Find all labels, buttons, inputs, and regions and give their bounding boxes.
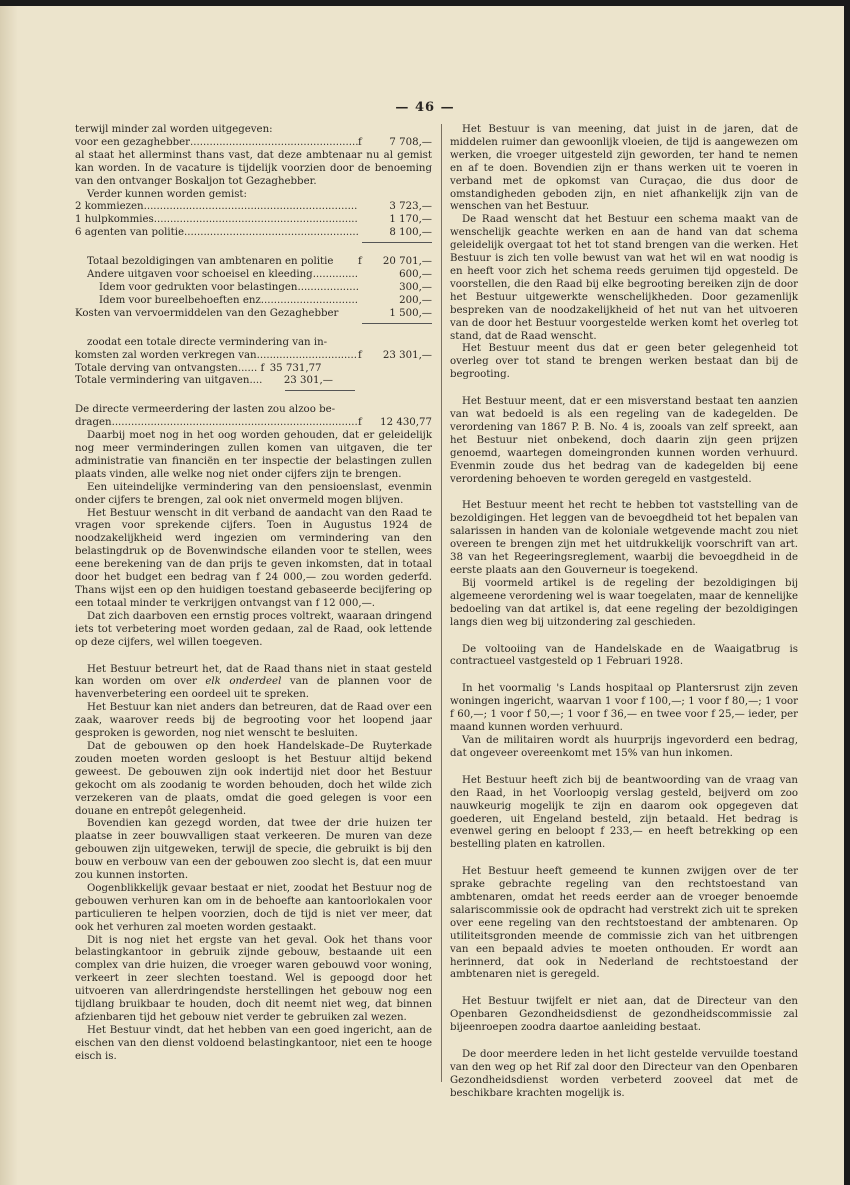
currency: f [358,256,362,268]
paragraph-militairen: Van de militairen wordt als huurprijs ingevorderd een bedrag, dat ongeveer overeenkomt met 15% van hun inkomen. [450,734,798,759]
paragraph-kan: Het Bestuur kan niet anders dan betreuren, dat de Raad over een zaak, waarover reeds bij de begrooting voor het loopend jaar gesproken is geworden, nog niet wenscht te besluiten. [75,702,432,740]
budget-row [75,227,432,240]
paragraph-verder: Verder kunnen worden gemist: [87,188,247,200]
paragraph-zwijgen: Het Bestuur heeft gemeend te kunnen zwijgen over de ter sprake gebrachte regeling van den rechtstoestand van ambtenaren, omdat het reeds eerder aan de vroeger benoemde salariscommissie ook de opdracht had verstrekt zich uit te spreken over eene regeling van den rechtstoestand der ambtenaren. Op utiliteitsgronden meende de commissie zich van het uitbrengen van een bepaald advies te moeten onthouden. Er wordt aan herinnerd, dat ook in Nederland de rechtstoestand der ambtenaren niet is geregeld. [450,866,798,981]
row-label: Andere uitgaven voor schoeisel en kleeding [87,269,313,281]
paragraph-twijfelt: Het Bestuur twijfelt er niet aan, dat de Directeur van den Openbaren Gezondheidsdienst de gezondheidscommissie zal bijeenroepen zoodra daartoe aanleiding bestaat. [450,996,798,1034]
budget-row-bureau [75,295,432,308]
paragraph-gemist: al staat het allerminst thans vast, dat deze ambtenaar nu al gemist kan worden. In de vacature is tijdelijk voorzien door de benoeming van den ontvanger Boskaljon tot Gezaghebber. [75,149,432,187]
row-label: Totale derving van ontvangsten...... [75,362,258,374]
row-value: 12 430,77 [380,417,432,429]
row-label: Idem voor bureelbehoeften enz [99,294,261,306]
paragraph-bestuur: Het Bestuur wenscht in dit verband de aandacht van den Raad te vragen voor sprekende cijfers. Toen in Augustus 1924 de noodzakelijkheid werd ingezien om vermindering van den belastingdruk op de Bovenwindsche eilanden voor te stellen, wees eene berekening van de dan prijs te geven inkomsten, dat in totaal door het budget een bedrag van f 24 000,— zou worden gederfd. Thans wijst een op den huidigen toestand gebaseerde becijfering op een totaal minder te verkrijgen ontvangst van f 12 000,—. [75,507,432,609]
row-label: Totaal bezoldigingen van ambtenaren en politie [87,256,334,268]
sum-rule [362,242,432,243]
budget-row [75,201,432,214]
paragraph-gebouwen: Dat de gebouwen op den hoek Handelskade–De Ruyterkade zouden moeten worden gesloopt is het Bestuur altijd bekend geweest. De gebouwen zijn ook indertijd niet door het Bestuur gekocht om als zoodanig te worden behouden, doch het wilde zich verzekeren van de plaats, omdat die goed gelegen is voor een douane en entrepôt gelegenheid. [75,740,432,817]
row-value: 1 500,— [389,307,432,319]
paragraph-artikel: Bij voormeld artikel is de regeling der bezoldigingen bij algemeene verordening wel is waar toegelaten, maar de kennelijke bedoeling van dat artikel is, dat eene regeling der bezoldigingen langs dien weg bij uitzondering zal geschieden. [450,577,798,628]
budget-row-gezaghebber [75,137,432,150]
row-value: 8 100,— [389,227,432,239]
paragraph-misverstand: Het Bestuur meent, dat er een misverstand bestaat ten aanzien van wat bedoeld is als een regeling van de kadegelden. De verordening van 1867 P. B. No. 4 is, zooals van zelf spreekt, aan het Bestuur niet onbekend, doch daarin zijn geen prijzen genoemd, waartegen domeingronden kunnen worden verhuurd. Evenmin zoude dus het bedrag van de kadegelden bij eene verordening behoeven te worden geregeld en vastgesteld. [450,396,798,485]
intro-line: terwijl minder zal worden uitgegeven: [75,124,273,135]
budget-row [75,214,432,227]
row-label: Idem voor gedrukten voor belastingen [99,281,298,293]
paragraph-dit: Dit is nog niet het ergste van het geval. Ook het thans voor belastingkantoor in gebruik zijnde gebouw, bestaande uit een complex van drie huizen, die vroeger waren gebouwd voor woning, verkeert in zeer slechten toestand. Wel is gepoogd door het uitvoeren van allerdringendste herstellingen het gebouw nog een tijdlang bruikbaar te houden, doch dit neemt niet weg, dat binnen afzienbaren tijd het gebouw niet verder te gebruiken zal wezen. [75,934,432,1023]
right-column [450,124,798,1101]
currency: f [260,362,265,374]
budget-row-zoodat [75,350,432,363]
row-label: voor een gezaghebber [75,136,191,148]
paragraph-daarbij: Daarbij moet nog in het oog worden gehouden, dat er geleidelijk nog meer verminderingen zullen komen van uitgaven, die ter administratie van financiën en ter inspectie der belastingen zullen plaats vinden, alle welke nog niet onder cijfers zijn te brengen. [75,430,432,480]
paragraph-daar: Dat zich daarboven een ernstig proces voltrekt, waaraan dringend iets tot verbetering moet worden gedaan, zal de Raad, ook lettende op deze cijfers, wel willen toegeven. [75,610,432,648]
budget-row-andere [75,269,432,282]
row-label: Kosten van vervoermiddelen van den Gezaghebber [75,307,339,319]
paragraph-meening: Het Bestuur is van meening, dat juist in de jaren, dat de middelen ruimer dan gewoonlijk vloeien, de tijd is aangewezen om werken, die vroeger uitgesteld zijn geworden, ter hand te nemen en af te doen. Bovendien zijn er thans werken uit te voeren in verband met de opkomst van Curaçao, die dus door de omstandigheden geboden zijn, en niet afhankelijk zijn van de wenschen van het Bestuur. [450,124,798,213]
row-value: 3 723,— [389,201,432,213]
row-value: 23 301,— [283,375,333,387]
row-value: 20 701,— [382,256,432,268]
row-value: 300,— [399,281,432,293]
row-value: 1 170,— [389,214,432,226]
row-label: dragen [75,417,112,429]
row-label: 1 hulpkommies [75,214,154,226]
row-label: 2 kommiezen [75,201,144,213]
paragraph-schema: De Raad wenscht dat het Bestuur een schema maakt van de wenschelijk geachte werken en aan de hand van dat schema geleidelijk overgaat tot het tot stand brengen van die werken. Het Bestuur is zich ten volle bewust van wat het wil en wat noodig is en heeft voor zich het schema reeds geruimen tijd opgesteld. De voorstellen, die den Raad bij elke begrooting bereiken zijn de door het Bestuur uitgewerkte wenschelijkheden. Door gezamenlijk bespreken van de noodzakelijkheid of het nut van het uitvoeren van de door het Bestuur voorgestelde werken komt het overleg tot stand, dat de Raad wenscht. [450,214,798,342]
row-value: 200,— [399,294,432,306]
currency: f [358,349,362,361]
paragraph-hospitaal: In het voormalig 's Lands hospitaal op Plantersrust zijn zeven woningen ingericht, waarvan 1 voor f 100,—; 1 voor f 80,—; 1 voor f 60,—; 1 voor f 50,—; 1 voor f 36,— en twee voor f 25,— ieder, per maand kunnen worden verhuurd. [450,683,798,734]
paragraph-bovendien: Bovendien kan gezegd worden, dat twee der drie huizen ter plaatse in zeer bouwvalligen staat verkeeren. De muren van deze gebouwen zijn uitgeweken, terwijl de specie, die gebruikt is bij den bouw en verbouw van een der gebouwen zoo slecht is, dat een muur zou kunnen instorten. [75,818,432,882]
currency: f [358,417,362,429]
row-label: Totale vermindering van uitgaven.... [75,375,263,387]
budget-row-derving [75,363,432,376]
zoodat-line: zoodat een totale directe vermindering van in- [87,336,328,348]
paragraph-oogenblik: Oogenblikkelijk gevaar bestaat er niet, zoodat het Bestuur nog de gebouwen verhuren kan om in de behoefte aan kantoorlokalen voor particulieren te helpen voorzien, doch de tijd is niet ver meer, dat ook het verhuren zal moeten worden gestaakt. [75,882,432,933]
page-number: — 46 — [395,100,455,115]
budget-row-kosten [75,308,432,321]
row-label: 6 agenten van politie [75,227,185,239]
paragraph-recht: Het Bestuur meent het recht te hebben tot vaststelling van de bezoldigingen. Het leggen van de bevoegdheid tot het bepalen van salarissen in handen van de koloniale wetgevende macht zou niet overeen te brengen zijn met het uitdrukkelijk voorschrift van art. 38 van het Regeeringsreglement, waarbij die bevoegdheid in de eerste plaats aan den Gouverneur is toegekend. [450,500,798,576]
paragraph-vindt: Het Bestuur vindt, dat het hebben van een goed ingericht, aan de eischen van den dienst voldoend belastingkantoor, niet een te hooge eisch is. [75,1024,432,1062]
sum-rule [362,323,432,324]
currency: f [358,136,362,148]
sum-rule [285,390,355,391]
budget-row-drukwerk [75,282,432,295]
paragraph-betreurt: Het Bestuur betreurt het, dat de Raad thans niet in staat gesteld kan worden om over elk onderdeel van de plannen voor de havenverbetering een oordeel uit te spreken. [75,663,432,701]
row-value: 35 731,77 [269,362,322,374]
paragraph-rif: De door meerdere leden in het licht gestelde vervuilde toestand van den weg op het Rif zal door den Directeur van den Openbaren Gezondheidsdienst worden verbeterd zooveel dat met de beschikbare krachten mogelijk is. [450,1049,798,1099]
scan-border-top [0,0,850,6]
row-value: 23 301,— [382,349,432,361]
budget-row-directe [75,417,432,430]
page-fold-shadow [0,0,18,1185]
budget-row-vermindering [75,375,432,388]
row-label: komsten zal worden verkregen van [75,349,257,361]
scan-border-right [844,0,850,1185]
budget-row-totaal [75,256,432,269]
paragraph-meent: Het Bestuur meent dus dat er geen beter gelegenheid tot overleg over tot stand te brengen werken bestaat dan bij de begrooting. [450,343,798,381]
column-divider [441,124,442,1082]
row-value: 7 708,— [389,136,432,148]
left-column [75,124,432,1064]
directe-line: De directe vermeerdering der lasten zou alzoo be- [75,404,336,416]
paragraph-beantwoording: Het Bestuur heeft zich bij de beantwoording van de vraag van den Raad, in het Voorloopig verslag gesteld, beijverd om zoo nauwkeurig mogelijk te zijn en daarom ook opgegeven dat goederen, uit Engeland besteld, zijn betaald. Het bedrag is evenwel gering en beloopt f 233,— en heeft betrekking op een bestelling platen en katrollen. [450,774,798,851]
paragraph-voltooiing: De voltooiing van de Handelskade en de Waaigatbrug is contractueel vastgesteld op 1 Februari 1928. [450,643,798,668]
row-value: 600,— [399,269,432,281]
paragraph-pensioen: Een uiteindelijke vermindering van den pensioenslast, evenmin onder cijfers te brengen, zal ook niet onvermeld mogen blijven. [75,481,432,506]
